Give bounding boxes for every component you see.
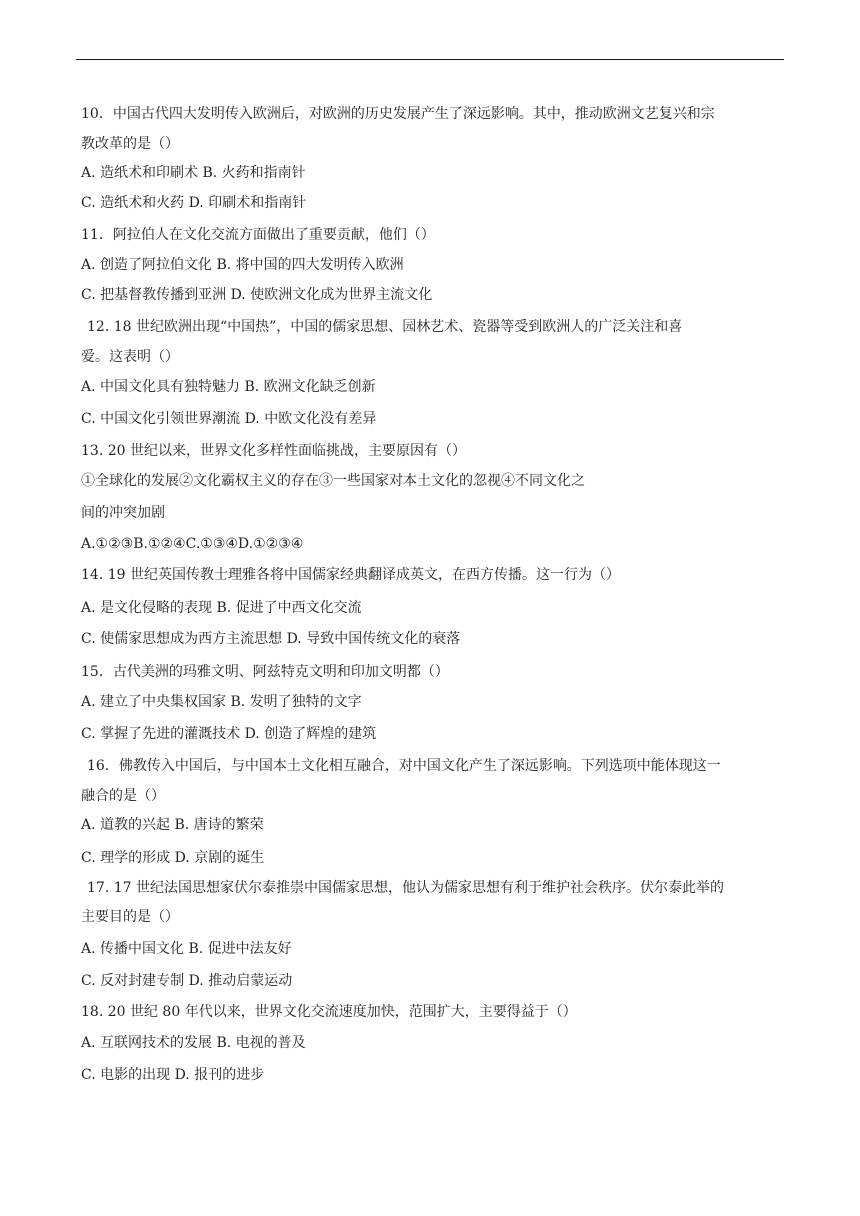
question-10-stem: 10．中国古代四大发明传入欧洲后，对欧洲的历史发展产生了深远影响。其中，推动欧洲文艺复兴和宗 — [81, 106, 715, 122]
question-18-options-cd: C. 电影的出现 D. 报刊的进步 — [81, 1067, 265, 1083]
question-12-stem: 12. 18 世纪欧洲出现“中国热”，中国的儒家思想、园林艺术、瓷器等受到欧洲人的广泛关注和喜 — [87, 319, 683, 335]
question-16-stem-cont: 融合的是（） — [81, 788, 165, 804]
question-12-stem-cont: 爱。这表明（） — [81, 349, 179, 365]
question-16-stem: 16．佛教传入中国后，与中国本土文化相互融合，对中国文化产生了深远影响。下列选项中能体现这一 — [87, 758, 721, 774]
question-11-stem: 11．阿拉伯人在文化交流方面做出了重要贡献，他们（） — [81, 227, 435, 243]
question-13-options: A.①②③B.①②④C.①③④D.①②③④ — [81, 536, 304, 552]
question-14-options-cd: C. 使儒家思想成为西方主流思想 D. 导致中国传统文化的衰落 — [81, 631, 461, 647]
header-rule — [76, 59, 784, 60]
question-12-options-ab: A. 中国文化具有独特魅力 B. 欧洲文化缺乏创新 — [81, 379, 376, 395]
question-10-options-ab: A. 造纸术和印刷术 B. 火药和指南针 — [81, 165, 306, 181]
question-12-options-cd: C. 中国文化引领世界潮流 D. 中欧文化没有差异 — [81, 411, 377, 427]
question-16-options-ab: A. 道教的兴起 B. 唐诗的繁荣 — [81, 817, 264, 833]
question-13-items: ①全球化的发展②文化霸权主义的存在③一些国家对本土文化的忽视④不同文化之 — [81, 473, 585, 489]
question-10-stem-cont: 教改革的是（） — [81, 136, 179, 152]
question-15-options-cd: C. 掌握了先进的灌溉技术 D. 创造了辉煌的建筑 — [81, 726, 377, 742]
question-13-items-cont: 间的冲突加剧 — [81, 505, 165, 521]
question-17-stem: 17. 17 世纪法国思想家伏尔泰推崇中国儒家思想，他认为儒家思想有利于维护社会秩序。伏尔泰此举的 — [87, 880, 724, 896]
question-13-stem: 13. 20 世纪以来，世界文化多样性面临挑战，主要原因有（） — [81, 443, 466, 459]
question-18-stem: 18. 20 世纪 80 年代以来，世界文化交流速度加快，范围扩大，主要得益于（） — [81, 1004, 577, 1020]
question-18-options-ab: A. 互联网技术的发展 B. 电视的普及 — [81, 1035, 306, 1051]
question-14-stem: 14. 19 世纪英国传教士理雅各将中国儒家经典翻译成英文，在西方传播。这一行为（） — [81, 567, 620, 583]
question-11-options-cd: C. 把基督教传播到亚洲 D. 使欧洲文化成为世界主流文化 — [81, 287, 433, 303]
question-17-options-cd: C. 反对封建专制 D. 推动启蒙运动 — [81, 973, 293, 989]
question-10-options-cd: C. 造纸术和火药 D. 印刷术和指南针 — [81, 195, 307, 211]
question-11-options-ab: A. 创造了阿拉伯文化 B. 将中国的四大发明传入欧洲 — [81, 257, 404, 273]
question-17-stem-cont: 主要目的是（） — [81, 909, 179, 925]
question-17-options-ab: A. 传播中国文化 B. 促进中法友好 — [81, 941, 292, 957]
question-14-options-ab: A. 是文化侵略的表现 B. 促进了中西文化交流 — [81, 600, 362, 616]
question-15-options-ab: A. 建立了中央集权国家 B. 发明了独特的文字 — [81, 694, 362, 710]
question-16-options-cd: C. 理学的形成 D. 京剧的诞生 — [81, 850, 265, 866]
question-15-stem: 15．古代美洲的玛雅文明、阿兹特克文明和印加文明都（） — [81, 664, 449, 680]
